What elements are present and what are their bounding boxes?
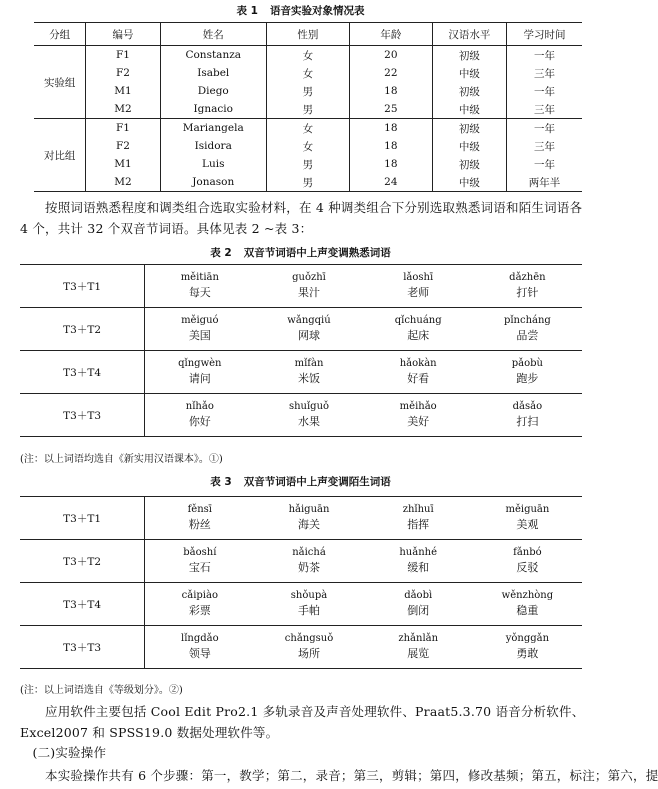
table-row: [34, 64, 582, 82]
pinyin: huǎnhé: [399, 547, 438, 558]
table1-header: 性别: [266, 23, 349, 46]
table-cell: 中级: [432, 137, 506, 155]
table-cell: 女: [266, 46, 349, 65]
table-cell: 初级: [432, 46, 506, 65]
table-cell: 两年半: [528, 176, 561, 189]
table-row: [34, 119, 582, 138]
table3: [20, 496, 582, 669]
group-name: 实验组: [34, 46, 86, 119]
pinyin: dǎobì: [404, 590, 433, 601]
paragraph-software: 应用软件主要包括 Cool Edit Pro2.1 多轨录音及声音处理软件、Praat5.3.70 语音分析软件、Excel2007 和 SPSS19.0 数据处理软件等。: [20, 704, 585, 740]
paragraph-steps: 本实验操作共有 6 个步骤：第一，教学；第二，录音；第三，剪辑；第四，修改基频；第五，标注；第六，提: [45, 768, 658, 783]
tone-combo-label: T3＋T2: [20, 308, 145, 351]
pinyin: shuǐguǒ: [288, 401, 330, 412]
pinyin: lǎoshī: [403, 272, 434, 283]
pinyin: pǐncháng: [503, 315, 551, 326]
table2: [20, 264, 582, 437]
hanzi: 品尝: [516, 329, 539, 342]
table-cell: 中级: [432, 64, 506, 82]
table-cell: 18: [349, 137, 432, 155]
table-cell: 男: [266, 173, 349, 192]
pinyin: měiguó: [181, 315, 219, 326]
word-cell: [145, 497, 255, 540]
table-cell: 女: [266, 64, 349, 82]
table3-number: 表 3: [210, 476, 232, 488]
hanzi: 反驳: [516, 561, 539, 574]
hanzi: 好看: [407, 372, 430, 385]
tone-combo-label: T3＋T3: [20, 626, 145, 669]
word-cell: [364, 540, 473, 583]
hanzi: 网球: [298, 329, 320, 342]
pinyin: zhǐhuī: [402, 504, 434, 515]
hanzi: 打针: [516, 286, 539, 299]
table-cell: M1: [86, 82, 160, 100]
word-cell: [254, 583, 363, 626]
table-row: [20, 497, 582, 540]
table-row: [34, 137, 582, 155]
word-cell: [364, 626, 473, 669]
table-cell: 男: [266, 100, 349, 119]
hanzi: 你好: [188, 415, 211, 428]
pinyin: dǎzhēn: [509, 272, 546, 283]
word-cell: [145, 540, 255, 583]
table2-caption: [0, 245, 601, 260]
table-cell: F1: [86, 46, 160, 65]
word-cell: [364, 351, 473, 394]
tone-combo-label: T3＋T4: [20, 583, 145, 626]
hanzi: 起床: [407, 329, 430, 342]
word-cell: [473, 626, 582, 669]
table1-title: 语音实验对象情况表: [269, 5, 365, 17]
pinyin: cǎipiào: [181, 590, 218, 601]
hanzi: 领导: [188, 647, 211, 660]
hanzi: 打扫: [516, 415, 539, 428]
hanzi: 缓和: [407, 561, 430, 574]
hanzi: 每天: [188, 286, 211, 299]
table1-caption: [0, 3, 601, 18]
table-cell: 22: [349, 64, 432, 82]
table1-header: 姓名: [160, 23, 266, 46]
tone-combo-label: T3＋T3: [20, 394, 145, 437]
table-cell: M1: [86, 155, 160, 173]
table-cell: Isidora: [160, 137, 266, 155]
table-cell: 男: [266, 82, 349, 100]
pinyin: hǎiguān: [288, 504, 330, 515]
table-cell: Isabel: [160, 64, 266, 82]
table-row: [34, 155, 582, 173]
table-row: [34, 82, 582, 100]
word-cell: [473, 265, 582, 308]
table-cell: 中级: [432, 173, 506, 192]
table-cell: M2: [86, 173, 160, 192]
word-cell: [145, 394, 255, 437]
hanzi: 展览: [407, 647, 430, 660]
hanzi: 粉丝: [188, 518, 211, 531]
pinyin: qǐchuáng: [394, 315, 442, 326]
pinyin: wěnzhòng: [501, 590, 554, 601]
table-cell: 女: [266, 119, 349, 138]
table2-number: 表 2: [210, 247, 232, 259]
word-cell: [254, 394, 363, 437]
pinyin: chǎngsuǒ: [284, 633, 334, 644]
table1-number: 表 1: [236, 5, 258, 17]
hanzi: 场所: [298, 647, 320, 660]
hanzi: 手帕: [298, 604, 320, 617]
hanzi: 勇敢: [516, 647, 539, 660]
word-cell: [364, 265, 473, 308]
table3-note: (注：以上词语选自《等级划分》。②): [20, 685, 183, 696]
table1-header: 分组: [34, 23, 86, 46]
word-cell: [145, 351, 255, 394]
table-cell: 24: [349, 173, 432, 192]
pinyin: qǐngwèn: [178, 358, 222, 369]
pinyin: měihǎo: [399, 401, 437, 412]
pinyin: bǎoshí: [183, 547, 217, 558]
table-cell: Constanza: [160, 46, 266, 65]
table-cell: 25: [349, 100, 432, 119]
table-cell: Ignacio: [160, 100, 266, 119]
word-cell: [254, 497, 363, 540]
section-heading: (二)实验操作: [32, 745, 107, 760]
table-cell: 一年: [533, 49, 555, 62]
paragraph-materials: 按照词语熟悉程度和调类组合选取实验材料，在 4 种调类组合下分别选取熟悉词语和陌生词语各 4 个，共计 32 个双音节词语。具体见表 2 ~表 3：: [20, 200, 583, 236]
table-row: [34, 173, 582, 192]
table-cell: 女: [266, 137, 349, 155]
table-cell: Diego: [160, 82, 266, 100]
hanzi: 倒闭: [407, 604, 430, 617]
pinyin: wǎngqiú: [287, 315, 331, 326]
hanzi: 果汁: [298, 286, 320, 299]
pinyin: pǎobù: [511, 358, 543, 369]
pinyin: zhǎnlǎn: [398, 633, 439, 644]
table3-title: 双音节词语中上声变调陌生词语: [243, 476, 391, 488]
table1: [34, 22, 582, 192]
table-cell: Luis: [160, 155, 266, 173]
table-cell: 男: [266, 155, 349, 173]
pinyin: fěnsī: [187, 504, 212, 515]
hanzi: 跑步: [516, 372, 539, 385]
table2-note: (注：以上词语均选自《新实用汉语课本》。①): [20, 454, 223, 465]
table-cell: F2: [86, 137, 160, 155]
table-row: [34, 46, 582, 65]
word-cell: [254, 540, 363, 583]
table-cell: 初级: [432, 82, 506, 100]
table-row: [20, 308, 582, 351]
word-cell: [254, 351, 363, 394]
word-cell: [364, 583, 473, 626]
word-cell: [145, 626, 255, 669]
table-cell: 一年: [533, 85, 555, 98]
table1-header: 汉语水平: [432, 23, 506, 46]
table1-header: 年龄: [349, 23, 432, 46]
hanzi: 海关: [298, 518, 320, 531]
table1-header: 编号: [86, 23, 160, 46]
word-cell: [473, 583, 582, 626]
table-cell: 中级: [432, 100, 506, 119]
table-cell: 三年: [506, 100, 582, 119]
word-cell: [473, 394, 582, 437]
table-cell: 18: [349, 119, 432, 138]
hanzi: 老师: [407, 286, 430, 299]
table-cell: 18: [349, 82, 432, 100]
table1-header: 学习时间: [506, 23, 582, 46]
table-row: [20, 351, 582, 394]
pinyin: hǎokàn: [399, 358, 437, 369]
hanzi: 米饭: [298, 372, 320, 385]
table-cell: 一年: [533, 158, 555, 171]
word-cell: [473, 351, 582, 394]
table3-caption: [0, 474, 601, 489]
pinyin: nǐhǎo: [185, 401, 214, 412]
pinyin: lǐngdǎo: [181, 633, 219, 644]
word-cell: [364, 394, 473, 437]
hanzi: 指挥: [407, 518, 430, 531]
word-cell: [364, 308, 473, 351]
tone-combo-label: T3＋T2: [20, 540, 145, 583]
table-cell: F1: [86, 119, 160, 138]
table-row: [20, 626, 582, 669]
table-cell: 三年: [533, 140, 555, 153]
word-cell: [364, 497, 473, 540]
word-cell: [473, 497, 582, 540]
table2-title: 双音节词语中上声变调熟悉词语: [243, 247, 391, 259]
tone-combo-label: T3＋T4: [20, 351, 145, 394]
hanzi: 奶茶: [298, 561, 320, 574]
table-row: [34, 100, 582, 119]
word-cell: [254, 626, 363, 669]
hanzi: 彩票: [188, 604, 211, 617]
hanzi: 请问: [188, 372, 211, 385]
table-row: [20, 540, 582, 583]
table-cell: 18: [349, 155, 432, 173]
table-cell: M2: [86, 100, 160, 119]
table-cell: Mariangela: [160, 119, 266, 138]
table-cell: F2: [86, 64, 160, 82]
word-cell: [473, 540, 582, 583]
pinyin: guǒzhī: [292, 272, 326, 283]
pinyin: mǐfàn: [294, 358, 324, 369]
table-row: [20, 394, 582, 437]
table-cell: Jonason: [160, 173, 266, 192]
table-cell: 一年: [533, 122, 555, 135]
pinyin: měiguān: [505, 504, 550, 515]
table-cell: 三年: [533, 67, 555, 80]
hanzi: 水果: [298, 415, 320, 428]
table-row: [20, 583, 582, 626]
word-cell: [473, 308, 582, 351]
word-cell: [145, 265, 255, 308]
hanzi: 美国: [188, 329, 211, 342]
tone-combo-label: T3＋T1: [20, 265, 145, 308]
pinyin: dǎsǎo: [512, 401, 543, 412]
pinyin: shǒupà: [290, 590, 328, 601]
hanzi: 稳重: [516, 604, 539, 617]
table-cell: 初级: [432, 155, 506, 173]
group-name: 对比组: [34, 119, 86, 192]
table-row: [20, 265, 582, 308]
pinyin: nǎichá: [292, 547, 326, 558]
hanzi: 宝石: [188, 561, 211, 574]
pinyin: měitiān: [180, 272, 219, 283]
hanzi: 美好: [407, 415, 430, 428]
table-cell: 20: [349, 46, 432, 65]
pinyin: fǎnbó: [513, 547, 542, 558]
word-cell: [254, 265, 363, 308]
table1-header-row: [34, 23, 582, 46]
table-cell: 初级: [432, 119, 506, 138]
tone-combo-label: T3＋T1: [20, 497, 145, 540]
pinyin: yǒnggǎn: [505, 633, 550, 644]
word-cell: [145, 583, 255, 626]
word-cell: [254, 308, 363, 351]
hanzi: 美观: [516, 518, 539, 531]
word-cell: [145, 308, 255, 351]
